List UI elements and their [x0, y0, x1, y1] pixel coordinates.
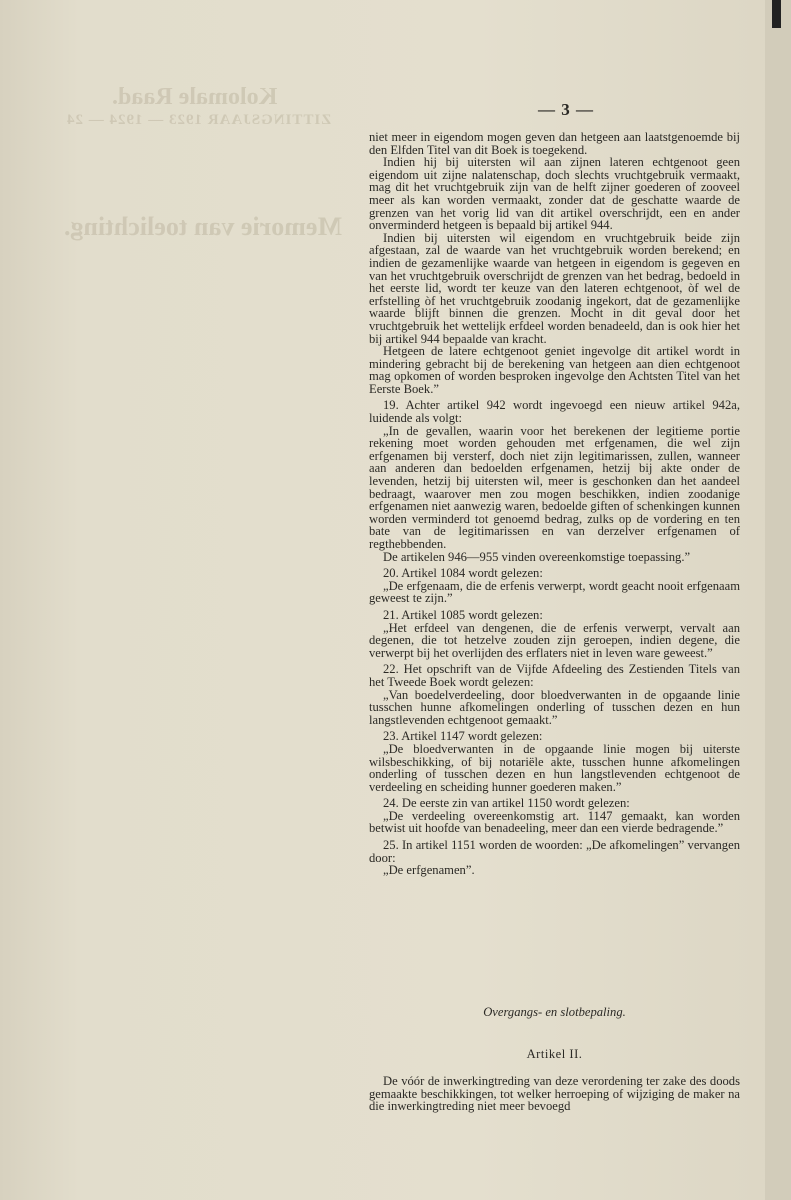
bleed-through-text-1: Kolomale Raad.: [112, 84, 278, 110]
paragraph: „De bloedverwanten in de opgaande linie mogen bij uiterste wilsbeschikking, of bij notariële akte, tusschen hunne afkomelingen onderling of tusschen dezen en hun langstlevenden echtgenoot de verdeeling en scheiding hunner goederen maken.”: [369, 741, 740, 794]
paragraph: 22. Het opschrift van de Vijfde Afdeeling des Zestienden Titels van het Tweede Boek wordt gelezen:: [369, 662, 740, 689]
paragraph: „In de gevallen, waarin voor het berekenen der legitieme portie rekening moet worden gehouden met erfgenamen, die wel zijn erfgenamen bij versterf, doch niet zijn legitimarissen, zullen, wanneer aan anderen dan bedoelden erfgenamen, hetzij bij akte onder de levenden, hetzij bij uitersten wil, meer is geschonken dan het aandeel bedraagt, waarover men zou mogen beschikken, indien zoodanige erfgenamen niet aanwezig waren, bedoelde giften of schenkingen kunnen worden verminderd tot genoemd bedrag, zulks op de vordering en ten bate van de legitimarissen en van derzelver erfgenamen of regthebbenden.: [369, 423, 740, 551]
edge-marker: [772, 0, 781, 28]
article-heading: Artikel II.: [526, 1047, 583, 1061]
paragraph: 24. De eerste zin van artikel 1150 wordt gelezen:: [383, 796, 630, 811]
paragraph: „Het erfdeel van dengenen, die de erfenis verwerpt, vervalt aan degenen, die tot hetzelve zouden zijn geroepen, indien degene, die verwerpt bij het overlijden des erflaters niet in leven ware geweest.”: [369, 620, 740, 660]
paragraph: Hetgeen de latere echtgenoot geniet ingevolge dit artikel wordt in mindering gebracht bij de berekening van hetgeen aan dien echtgenoot mag opkomen of worden besproken ingevolge den Achtsten Titel van het Eerste Boek.”: [369, 344, 740, 396]
bleed-through-text-2: ZITTINGSJAAR 1923 — 1924 — 24: [66, 112, 332, 128]
paragraph: 25. In artikel 1151 worden de woorden: „De afkomelingen” vervangen door:: [369, 838, 740, 865]
paragraph: „Van boedelverdeeling, door bloedverwanten in de opgaande linie tusschen hunne afkomelingen onderling of tusschen dezen en hun langstlevenden echtgenoot gemaakt.”: [369, 687, 740, 727]
paragraph: „De erfgenamen”.: [383, 863, 475, 878]
section-heading: Overgangs- en slotbepaling.: [483, 1005, 626, 1019]
paragraph: Indien bij uitersten wil eigendom en vruchtgebruik beide zijn afgestaan, zal de waarde van het vruchtgebruik worden berekend; en indien de gezamenlijke waarde van hetgeen in eigendom is gegeven en van het vruchtgebruik overschrijdt de grenzen van het bedrag, bedoeld in het eerste lid, wordt ter keuze van den lateren echtgenoot, òf wel de erfstelling òf het vruchtgebruik zoodanig ingekort, dat de gezamenlijke waarde blijft binnen die grenzen. Mocht in dit geval door het vruchtgebruik het wettelijk erfdeel worden benadeeld, dan is ook hier het bij artikel 944 bepaalde van kracht.: [369, 230, 740, 346]
page-number: — 3 —: [538, 100, 594, 119]
paragraph: 23. Artikel 1147 wordt gelezen:: [383, 729, 543, 744]
paragraph: „De verdeeling overeenkomstig art. 1147 gemaakt, kan worden betwist uit hoofde van benadeeling, meer dan een vierde bedragende.”: [369, 808, 740, 836]
paragraph: 21. Artikel 1085 wordt gelezen:: [383, 607, 543, 622]
closing-paragraph-container: [369, 1075, 740, 1113]
paragraph: 20. Artikel 1084 wordt gelezen:: [383, 566, 543, 581]
body-text: [369, 131, 740, 877]
bleed-through-text-3: Memorie van toelichting.: [64, 212, 342, 241]
paragraph: De artikelen 946—955 vinden overeenkomstige toepassing.”: [383, 549, 691, 564]
paragraph: niet meer in eigendom mogen geven dan hetgeen aan laatstgenoemde bij den Elfden Titel van dit Boek is toegekend.: [369, 130, 740, 157]
paragraph: Indien hij bij uitersten wil aan zijnen lateren echtgenoot geen eigendom uit zijne nalatenschap, doch slechts vruchtgebruik vermaakt, mag dit het vruchtgebruik zijn van de helft zijner goederen of zooveel meer als kan worden vermaakt, zonder dat de geschatte waarde de grenzen van het vorig lid van dit artikel overschrijdt, een en ander onverminderd hetgeen is bepaald bij artikel 944.: [369, 155, 740, 233]
closing-paragraph: De vóór de inwerkingtreding van deze verordening ter zake des doods gemaakte beschikkingen, tot welker herroeping of wijziging de maker na die inwerkingtreding niet meer bevoegd: [369, 1074, 740, 1114]
paragraph: „De erfgenaam, die de erfenis verwerpt, wordt geacht nooit erfgenaam geweest te zijn.”: [369, 578, 740, 606]
page-edge-strip: [765, 0, 791, 1200]
paragraph: 19. Achter artikel 942 wordt ingevoegd een nieuw artikel 942a, luidende als volgt:: [369, 398, 740, 426]
